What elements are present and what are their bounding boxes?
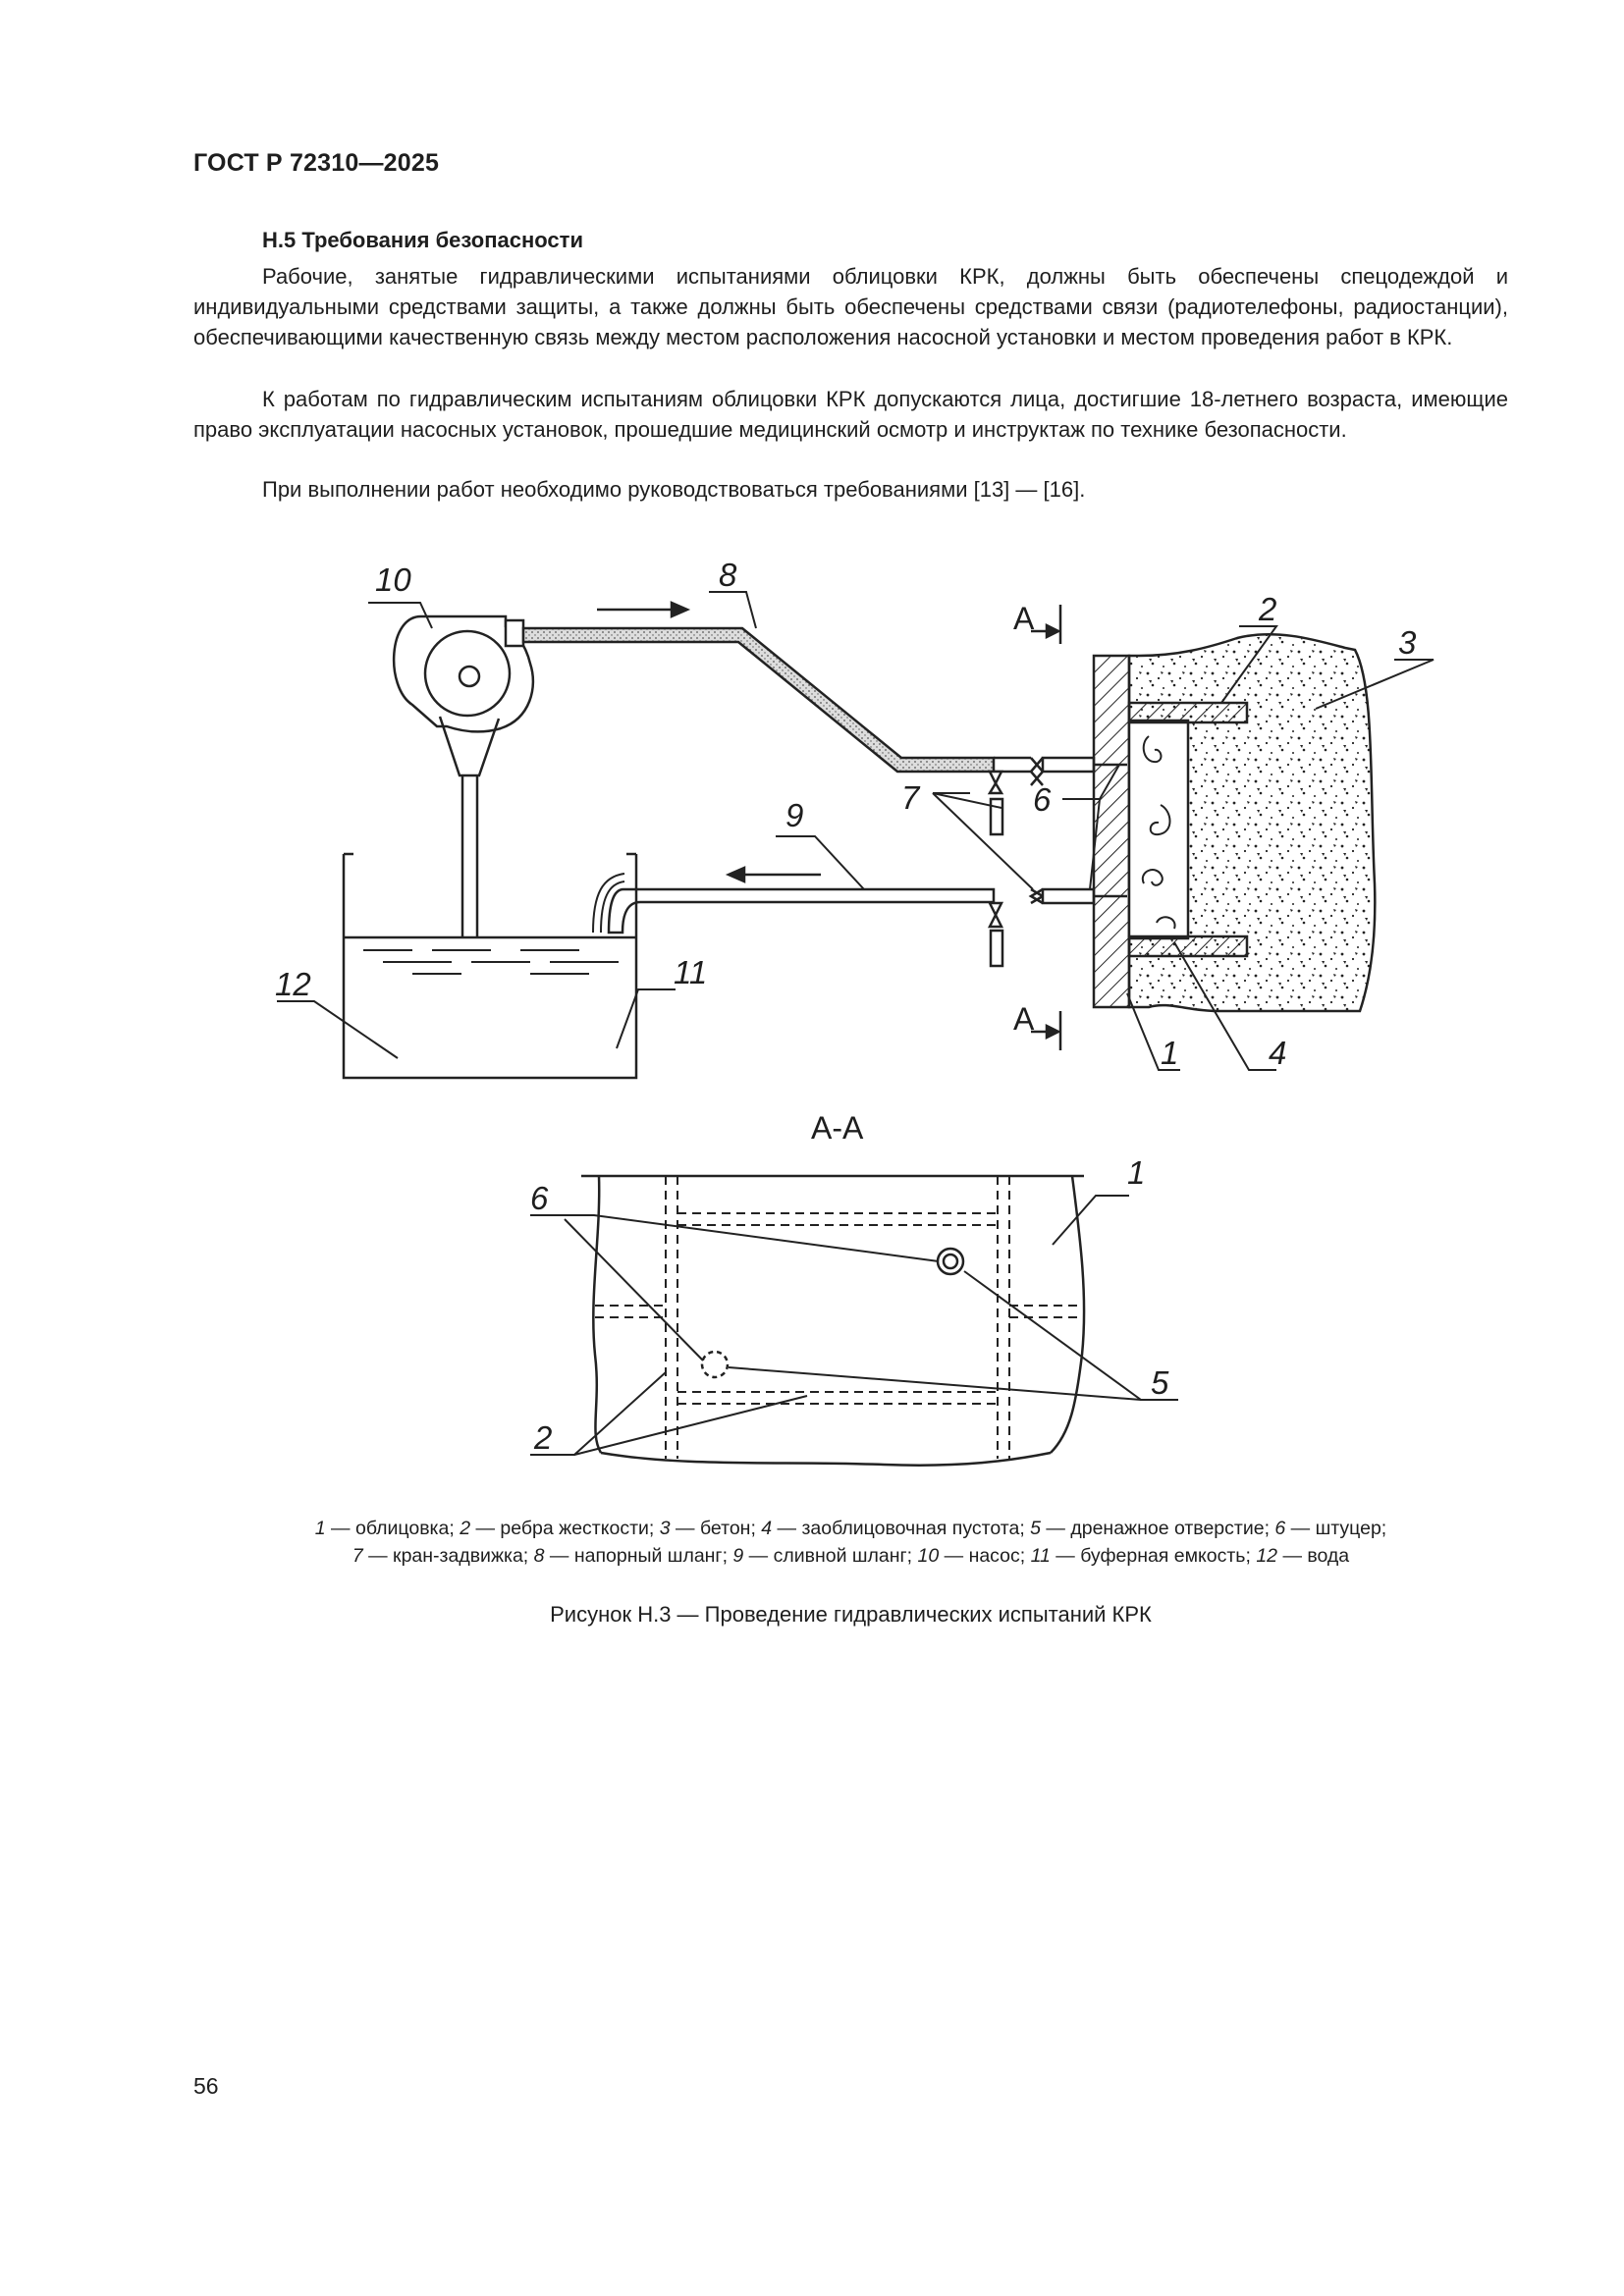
- label-10: 10: [375, 561, 411, 598]
- section-mark-label-bottom: А: [1013, 1001, 1035, 1037]
- legend-text-6: штуцер: [1315, 1518, 1381, 1539]
- legend-text-1: облицовка: [354, 1518, 450, 1539]
- legend-line-1: 1 — облицовка; 2 — ребра жесткости; 3 — бетон; 4 — заоблицовочная пустота; 5 — дренажное отверстие; 6 — штуцер;: [314, 1518, 1387, 1539]
- label-1-top: 1: [1161, 1035, 1179, 1071]
- label-7: 7: [901, 779, 920, 816]
- legend-text-8: напорный шланг: [573, 1545, 723, 1567]
- hydraulic-test-diagram: [0, 530, 1624, 1512]
- legend-num-9: 9: [732, 1545, 744, 1567]
- section-a-a-view: [581, 1176, 1084, 1466]
- legend-num-6: 6: [1274, 1518, 1286, 1539]
- legend-num-8: 8: [533, 1545, 545, 1567]
- label-12: 12: [275, 966, 311, 1002]
- rib-lower: [1129, 936, 1247, 956]
- drain-holes: [702, 1249, 963, 1377]
- legend-text-5: дренажное отверстие: [1070, 1518, 1265, 1539]
- legend-text-12: вода: [1307, 1545, 1350, 1567]
- legend-line-2: 7 — кран-задвижка; 8 — напорный шланг; 9 — сливной шланг; 10 — насос; 11 — буферная емкость; 12 — вода: [352, 1545, 1350, 1567]
- flow-arrow-left: [729, 868, 821, 881]
- section-mark-bottom: [1013, 1001, 1060, 1050]
- section-title: Н.5 Требования безопасности: [262, 228, 583, 252]
- legend-text-10: насос: [968, 1545, 1020, 1567]
- pressure-hose: [523, 628, 994, 772]
- label-9: 9: [785, 797, 804, 833]
- legend-num-10: 10: [917, 1545, 940, 1567]
- rib-upper: [1129, 703, 1247, 722]
- legend-num-5: 5: [1030, 1518, 1042, 1539]
- label-6-aa: 6: [530, 1180, 549, 1216]
- buffer-tank: [344, 854, 636, 1078]
- flow-arrow-right: [597, 603, 687, 616]
- paragraph-1: Рабочие, занятые гидравлическими испытаниями облицовки КРК, должны быть обеспечены спецодеждой и индивидуальными средствами защиты, а также должны быть обеспечены средствами связи (радиотелефоны, радиостанции), обеспечивающими качественную связь между местом расположения насосной установки и местом проведения работ в КРК.: [193, 264, 1508, 349]
- legend-text-7: кран-задвижка: [393, 1545, 523, 1567]
- document-header: ГОСТ Р 72310—2025: [193, 149, 440, 177]
- label-2-aa: 2: [534, 1419, 553, 1456]
- label-5: 5: [1151, 1364, 1169, 1401]
- drain-hose: [609, 889, 994, 933]
- section-mark-label-top: А: [1013, 601, 1035, 636]
- figure-h3: [0, 530, 1624, 1512]
- legend-num-1: 1: [314, 1518, 326, 1539]
- lining: [1094, 656, 1129, 1007]
- legend-text-9: сливной шланг: [773, 1545, 907, 1567]
- label-1-aa: 1: [1127, 1154, 1146, 1191]
- figure-caption: Рисунок Н.3 — Проведение гидравлических испытаний КРК: [550, 1602, 1152, 1627]
- legend-num-11: 11: [1030, 1545, 1051, 1567]
- valve-lower: [990, 889, 1043, 966]
- legend-num-2: 2: [460, 1518, 471, 1539]
- label-4: 4: [1269, 1035, 1287, 1071]
- label-6-top: 6: [1033, 781, 1052, 818]
- legend-num-7: 7: [352, 1545, 363, 1567]
- label-11: 11: [674, 954, 708, 990]
- label-3: 3: [1398, 624, 1417, 661]
- legend-num-12: 12: [1256, 1545, 1278, 1567]
- section-a-a-title: А-А: [811, 1110, 864, 1146]
- legend-text-4: заоблицовочная пустота: [801, 1518, 1020, 1539]
- label-2-top: 2: [1259, 591, 1277, 627]
- ribs-dashed: [595, 1176, 1082, 1459]
- legend-num-4: 4: [761, 1518, 773, 1539]
- callout-lines-aa: [530, 1196, 1178, 1455]
- legend-num-3: 3: [659, 1518, 671, 1539]
- water-surface: [363, 950, 619, 974]
- paragraph-2: К работам по гидравлическим испытаниям облицовки КРК допускаются лица, достигшие 18-летнего возраста, имеющие право эксплуатации насосных установок, прошедшие медицинский осмотр и инструктаж по технике безопасности.: [193, 387, 1508, 442]
- legend-text-11: буферная емкость: [1080, 1545, 1246, 1567]
- page-number: 56: [193, 2073, 219, 2099]
- section-mark-top: [1013, 601, 1060, 644]
- legend-text-2: ребра жесткости: [500, 1518, 649, 1539]
- legend-text-3: бетон: [699, 1518, 751, 1539]
- void: [1129, 721, 1188, 938]
- paragraph-3: При выполнении работ необходимо руководствоваться требованиями [13] — [16].: [262, 477, 1086, 502]
- pump: [394, 616, 533, 775]
- label-8: 8: [719, 557, 737, 593]
- suction-pipe: [462, 775, 477, 937]
